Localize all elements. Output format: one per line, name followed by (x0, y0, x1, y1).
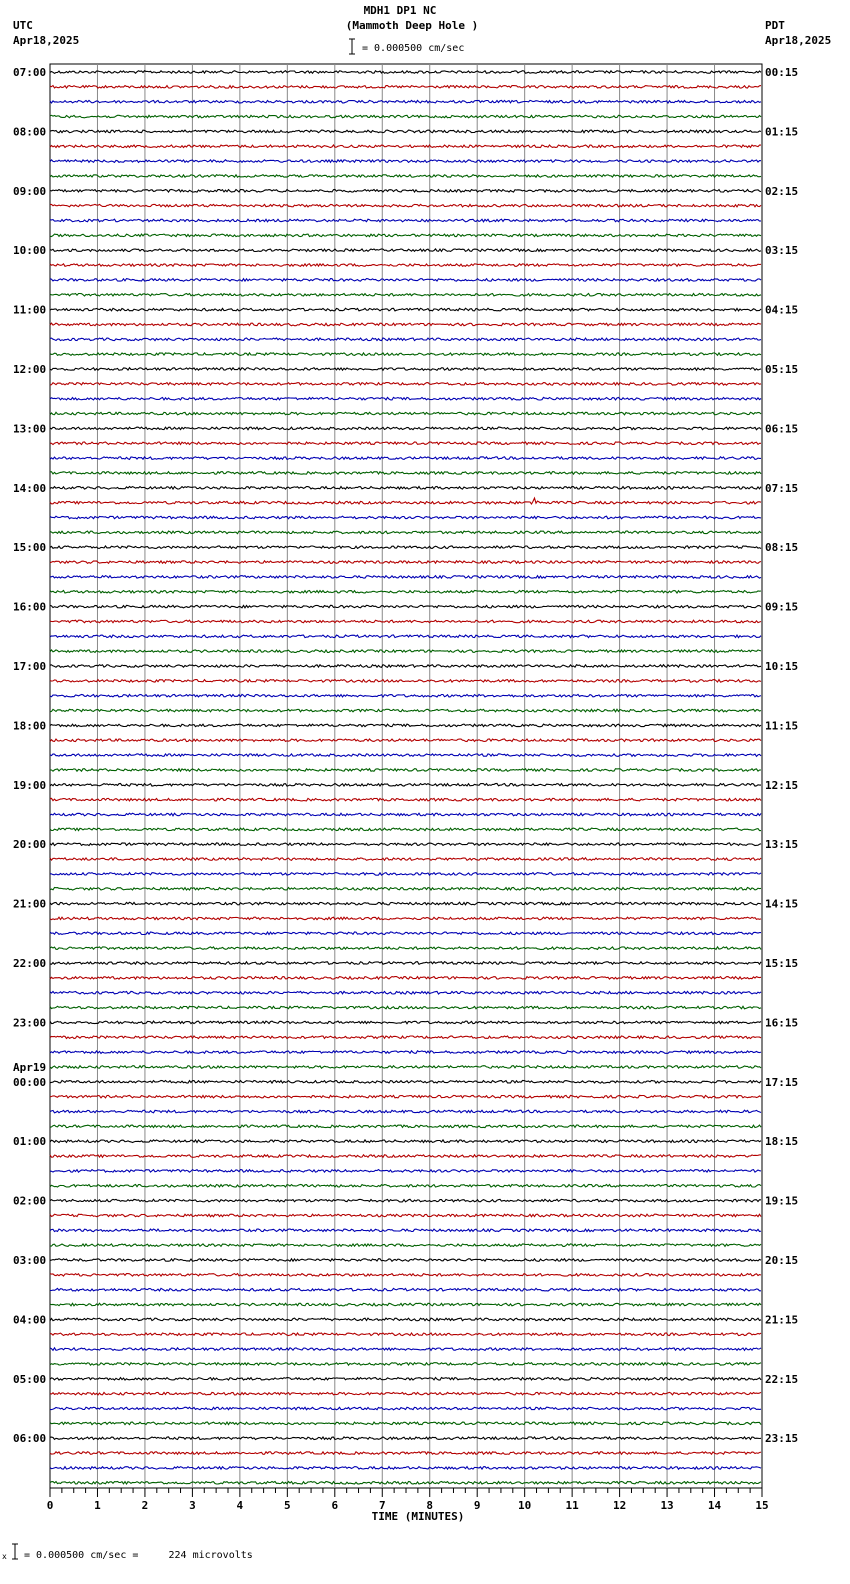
x-tick-label: 7 (378, 1499, 386, 1512)
seismic-trace (50, 1110, 761, 1113)
x-tick-label: 0 (46, 1499, 54, 1512)
pdt-date: Apr18,2025 (765, 34, 832, 47)
utc-hour-label: 03:00 (13, 1254, 47, 1267)
seismic-trace (50, 991, 761, 994)
utc-hour-label: 17:00 (13, 660, 47, 673)
utc-hour-label: 15:00 (13, 541, 47, 555)
pdt-hour-label: 11:15 (765, 719, 799, 733)
date-change-label: Apr19 (13, 1060, 47, 1074)
utc-hour-label: 08:00 (13, 125, 47, 139)
utc-hour-label: 23:00 (13, 1016, 47, 1030)
seismic-trace (50, 1363, 761, 1366)
utc-hour-label: 00:00 (13, 1075, 47, 1089)
utc-hour-label: 22:00 (13, 957, 47, 970)
seismic-trace (50, 888, 761, 891)
pdt-hour-label: 23:15 (765, 1432, 799, 1446)
seismic-trace (50, 620, 761, 623)
seismic-trace (50, 1199, 761, 1202)
seismic-trace (50, 1140, 761, 1143)
utc-hour-label: 12:00 (13, 363, 47, 376)
seismic-trace (50, 947, 761, 950)
utc-date: Apr18,2025 (13, 34, 80, 47)
seismic-trace (50, 1214, 761, 1217)
seismic-trace (50, 1392, 761, 1395)
seismic-trace (50, 145, 761, 148)
x-tick-label: 11 (565, 1499, 579, 1512)
pdt-hour-label: 06:15 (765, 422, 799, 436)
pdt-hour-label: 22:15 (765, 1372, 799, 1386)
pdt-hour-label: 14:15 (765, 897, 799, 911)
utc-hour-label: 14:00 (13, 481, 47, 495)
chart-title: MDH1 DP1 NC (363, 4, 437, 17)
pdt-hour-label: 13:15 (765, 838, 799, 852)
x-tick-label: 14 (707, 1499, 722, 1512)
seismic-trace (50, 902, 761, 905)
pdt-hour-label: 20:15 (765, 1254, 799, 1267)
seismic-trace (50, 249, 761, 252)
pdt-hour-label: 16:15 (765, 1016, 799, 1030)
pdt-label: PDT (765, 19, 785, 32)
seismic-trace (50, 1422, 761, 1425)
utc-hour-label: 06:00 (13, 1432, 47, 1446)
chart-subtitle: (Mammoth Deep Hole ) (345, 19, 479, 32)
seismic-trace (50, 1006, 761, 1009)
seismic-trace (50, 546, 761, 549)
seismic-trace (50, 338, 761, 341)
utc-hour-label: 11:00 (13, 303, 47, 317)
seismic-trace (50, 368, 761, 371)
seismic-trace (50, 130, 761, 133)
seismic-trace (50, 754, 761, 757)
x-tick-label: 2 (141, 1499, 149, 1512)
pdt-hour-label: 21:15 (765, 1313, 799, 1327)
seismic-trace (50, 858, 761, 861)
footer-scale-icon (10, 1543, 20, 1561)
seismic-trace (50, 516, 761, 519)
pdt-hour-label: 01:15 (765, 125, 799, 139)
x-tick-label: 1 (94, 1499, 101, 1512)
seismic-trace (50, 873, 761, 876)
seismic-trace (50, 1229, 761, 1232)
x-tick-label: 9 (473, 1499, 481, 1512)
utc-hour-label: 18:00 (13, 719, 47, 733)
seismic-trace (50, 397, 761, 400)
seismic-trace (50, 1437, 761, 1440)
seismic-trace (50, 1185, 761, 1188)
seismic-trace (50, 635, 761, 638)
x-axis-label: TIME (MINUTES) (371, 1510, 465, 1523)
utc-hour-label: 05:00 (13, 1372, 47, 1386)
footer-scale-note: = 0.000500 cm/sec = 224 microvolts (24, 1550, 253, 1561)
utc-hour-label: 10:00 (13, 244, 47, 258)
utc-hour-label: 01:00 (13, 1135, 47, 1149)
seismic-trace (50, 160, 761, 163)
seismic-trace (50, 457, 761, 460)
x-tick-label: 13 (660, 1499, 674, 1512)
seismic-trace (50, 175, 761, 178)
seismic-trace (50, 1125, 761, 1128)
seismic-trace (50, 680, 761, 683)
seismic-trace (50, 1303, 761, 1306)
seismic-trace (50, 1274, 761, 1277)
pdt-hour-label: 05:15 (765, 363, 799, 376)
seismic-trace (50, 739, 761, 742)
x-tick-label: 10 (518, 1499, 532, 1512)
seismic-trace (50, 100, 761, 103)
seismic-trace (50, 531, 761, 534)
seismic-trace (50, 1051, 761, 1054)
seismic-trace (50, 1378, 761, 1381)
seismic-trace (50, 279, 761, 282)
pdt-hour-label: 00:15 (765, 66, 799, 79)
seismic-trace (50, 1288, 761, 1291)
seismic-trace (50, 204, 761, 207)
seismic-trace (50, 843, 761, 846)
pdt-hour-label: 04:15 (765, 303, 799, 317)
utc-hour-label: 04:00 (13, 1313, 47, 1327)
pdt-hour-label: 12:15 (765, 778, 799, 792)
seismic-trace (50, 561, 761, 564)
seismic-trace (50, 1333, 761, 1336)
utc-hour-label: 02:00 (13, 1194, 47, 1208)
seismic-trace (50, 650, 761, 653)
seismic-trace (50, 472, 761, 475)
pdt-hour-label: 19:15 (765, 1194, 799, 1208)
seismic-trace (50, 1318, 761, 1321)
seismic-trace (50, 665, 761, 668)
pdt-hour-label: 17:15 (765, 1075, 799, 1089)
seismic-trace (50, 1259, 761, 1262)
seismic-trace (50, 828, 761, 831)
seismic-trace (50, 1482, 761, 1485)
seismic-trace (50, 498, 761, 504)
utc-hour-label: 20:00 (13, 838, 47, 852)
seismic-trace (50, 219, 761, 222)
seismic-trace (50, 71, 761, 74)
utc-hour-label: 19:00 (13, 778, 47, 792)
seismic-trace (50, 353, 761, 356)
pdt-hour-label: 07:15 (765, 481, 799, 495)
seismic-trace (50, 932, 761, 935)
pdt-hour-label: 09:15 (765, 600, 799, 614)
seismic-trace (50, 487, 761, 490)
seismic-trace (50, 1244, 761, 1247)
seismic-trace (50, 798, 761, 801)
pdt-hour-label: 18:15 (765, 1135, 799, 1149)
seismic-trace (50, 917, 761, 920)
seismic-trace (50, 1021, 761, 1024)
pdt-hour-label: 15:15 (765, 957, 799, 970)
pdt-hour-label: 03:15 (765, 244, 799, 258)
seismic-trace (50, 1467, 761, 1470)
seismic-trace (50, 591, 761, 594)
pdt-hour-label: 02:15 (765, 184, 799, 198)
seismic-trace (50, 1095, 761, 1098)
footer-marker: x (2, 1552, 7, 1561)
seismic-trace (50, 442, 761, 445)
seismic-trace (50, 605, 761, 608)
seismic-trace (50, 1407, 761, 1410)
seismic-trace (50, 962, 761, 965)
x-tick-label: 5 (284, 1499, 291, 1512)
utc-hour-label: 16:00 (13, 600, 47, 614)
seismic-trace (50, 709, 761, 712)
x-tick-label: 15 (755, 1499, 769, 1512)
utc-hour-label: 07:00 (13, 66, 47, 79)
x-tick-label: 4 (236, 1499, 244, 1512)
seismic-trace (50, 1155, 761, 1158)
seismic-trace (50, 1452, 761, 1455)
utc-label: UTC (13, 19, 33, 32)
seismic-trace (50, 694, 761, 697)
utc-hour-label: 13:00 (13, 422, 47, 436)
pdt-hour-label: 08:15 (765, 541, 799, 555)
seismic-trace (50, 323, 761, 326)
x-tick-label: 8 (426, 1499, 434, 1512)
seismic-trace (50, 724, 761, 727)
seismic-trace (50, 813, 761, 816)
seismic-trace (50, 294, 761, 297)
seismic-trace (50, 264, 761, 267)
seismic-trace (50, 412, 761, 415)
utc-hour-label: 21:00 (13, 897, 47, 911)
seismic-trace (50, 427, 761, 430)
scale-label: = 0.000500 cm/sec (362, 43, 465, 54)
seismic-trace (50, 308, 761, 311)
seismic-trace (50, 1036, 761, 1039)
x-tick-label: 3 (189, 1499, 196, 1512)
x-tick-label: 6 (331, 1499, 339, 1512)
seismic-trace (50, 769, 761, 772)
seismic-trace (50, 115, 761, 118)
seismic-trace (50, 1081, 761, 1084)
x-tick-label: 12 (612, 1499, 627, 1512)
seismic-trace (50, 977, 761, 980)
utc-hour-label: 09:00 (13, 184, 47, 198)
seismic-trace (50, 784, 761, 787)
seismic-trace (50, 576, 761, 579)
seismic-trace (50, 1170, 761, 1173)
seismic-trace (50, 1066, 761, 1069)
seismic-trace (50, 1348, 761, 1351)
seismic-trace (50, 190, 761, 193)
seismic-trace (50, 383, 761, 386)
pdt-hour-label: 10:15 (765, 660, 799, 673)
seismic-trace (50, 234, 761, 237)
seismic-trace (50, 86, 761, 89)
